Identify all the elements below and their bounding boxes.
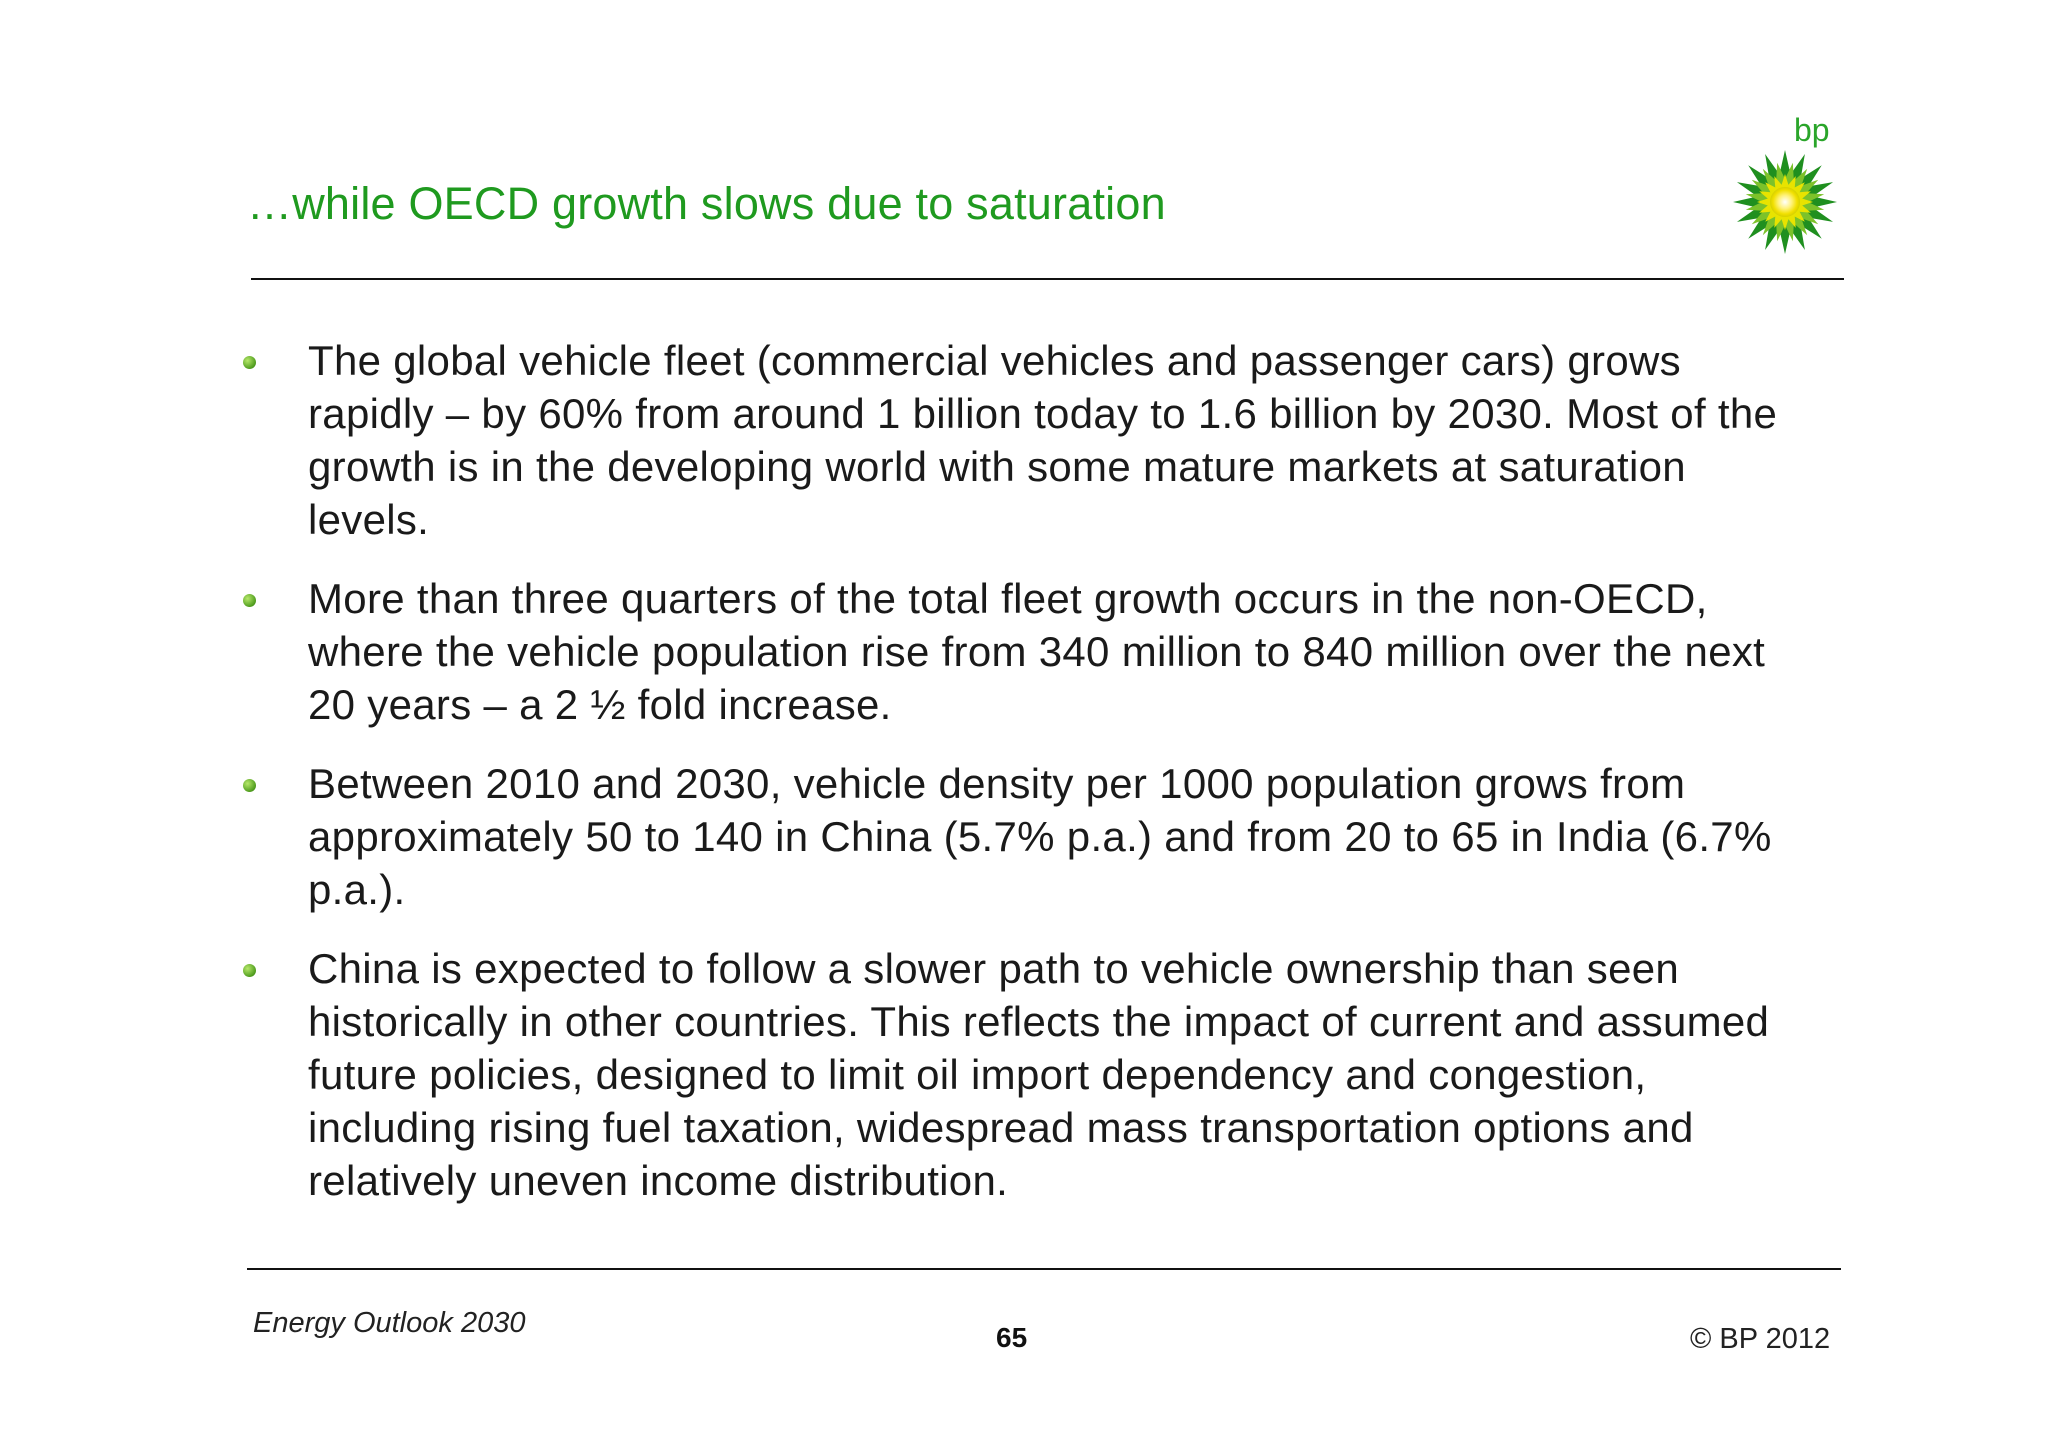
bullet-item <box>243 757 1803 916</box>
bullet-text: More than three quarters of the total fleet growth occurs in the non-OECD, where the vehicle population rise from 340 million to 840 million over the next 20 years – a 2 ½ fold increase. <box>308 575 1766 728</box>
bullet-item <box>243 942 1803 1207</box>
footer-publication: Energy Outlook 2030 <box>253 1307 526 1339</box>
bullet-dot-icon <box>243 594 256 607</box>
bullet-dot-icon <box>243 356 256 369</box>
bp-helios-icon <box>1730 147 1840 257</box>
footer-copyright: © BP 2012 <box>1690 1323 1831 1355</box>
bp-logo-text: bp <box>1794 112 1830 148</box>
bullet-dot-icon <box>243 779 256 792</box>
footer-divider <box>247 1268 1841 1270</box>
bullet-text: Between 2010 and 2030, vehicle density per 1000 population grows from approximately 50 to 140 in China (5.7% p.a.) and from 20 to 65 in India (6.7% p.a.). <box>308 760 1772 913</box>
bullet-text: The global vehicle fleet (commercial vehicles and passenger cars) grows rapidly – by 60% from around 1 billion today to 1.6 billion by 2030. Most of the growth is in the developing world with some mature markets at saturation levels. <box>308 337 1778 543</box>
bullet-item <box>243 334 1803 546</box>
bullet-dot-icon <box>243 964 256 977</box>
page-number: 65 <box>996 1322 1028 1353</box>
bullet-item <box>243 572 1803 731</box>
bullet-list <box>243 334 1803 1233</box>
header-divider <box>251 278 1844 280</box>
bullet-text: China is expected to follow a slower path to vehicle ownership than seen historically in other countries. This reflects the impact of current and assumed future policies, designed to limit oil import dependency and congestion, including rising fuel taxation, widespread mass transportation options and relatively uneven income distribution. <box>308 945 1770 1204</box>
slide-title: …while OECD growth slows due to saturation <box>247 178 1166 229</box>
